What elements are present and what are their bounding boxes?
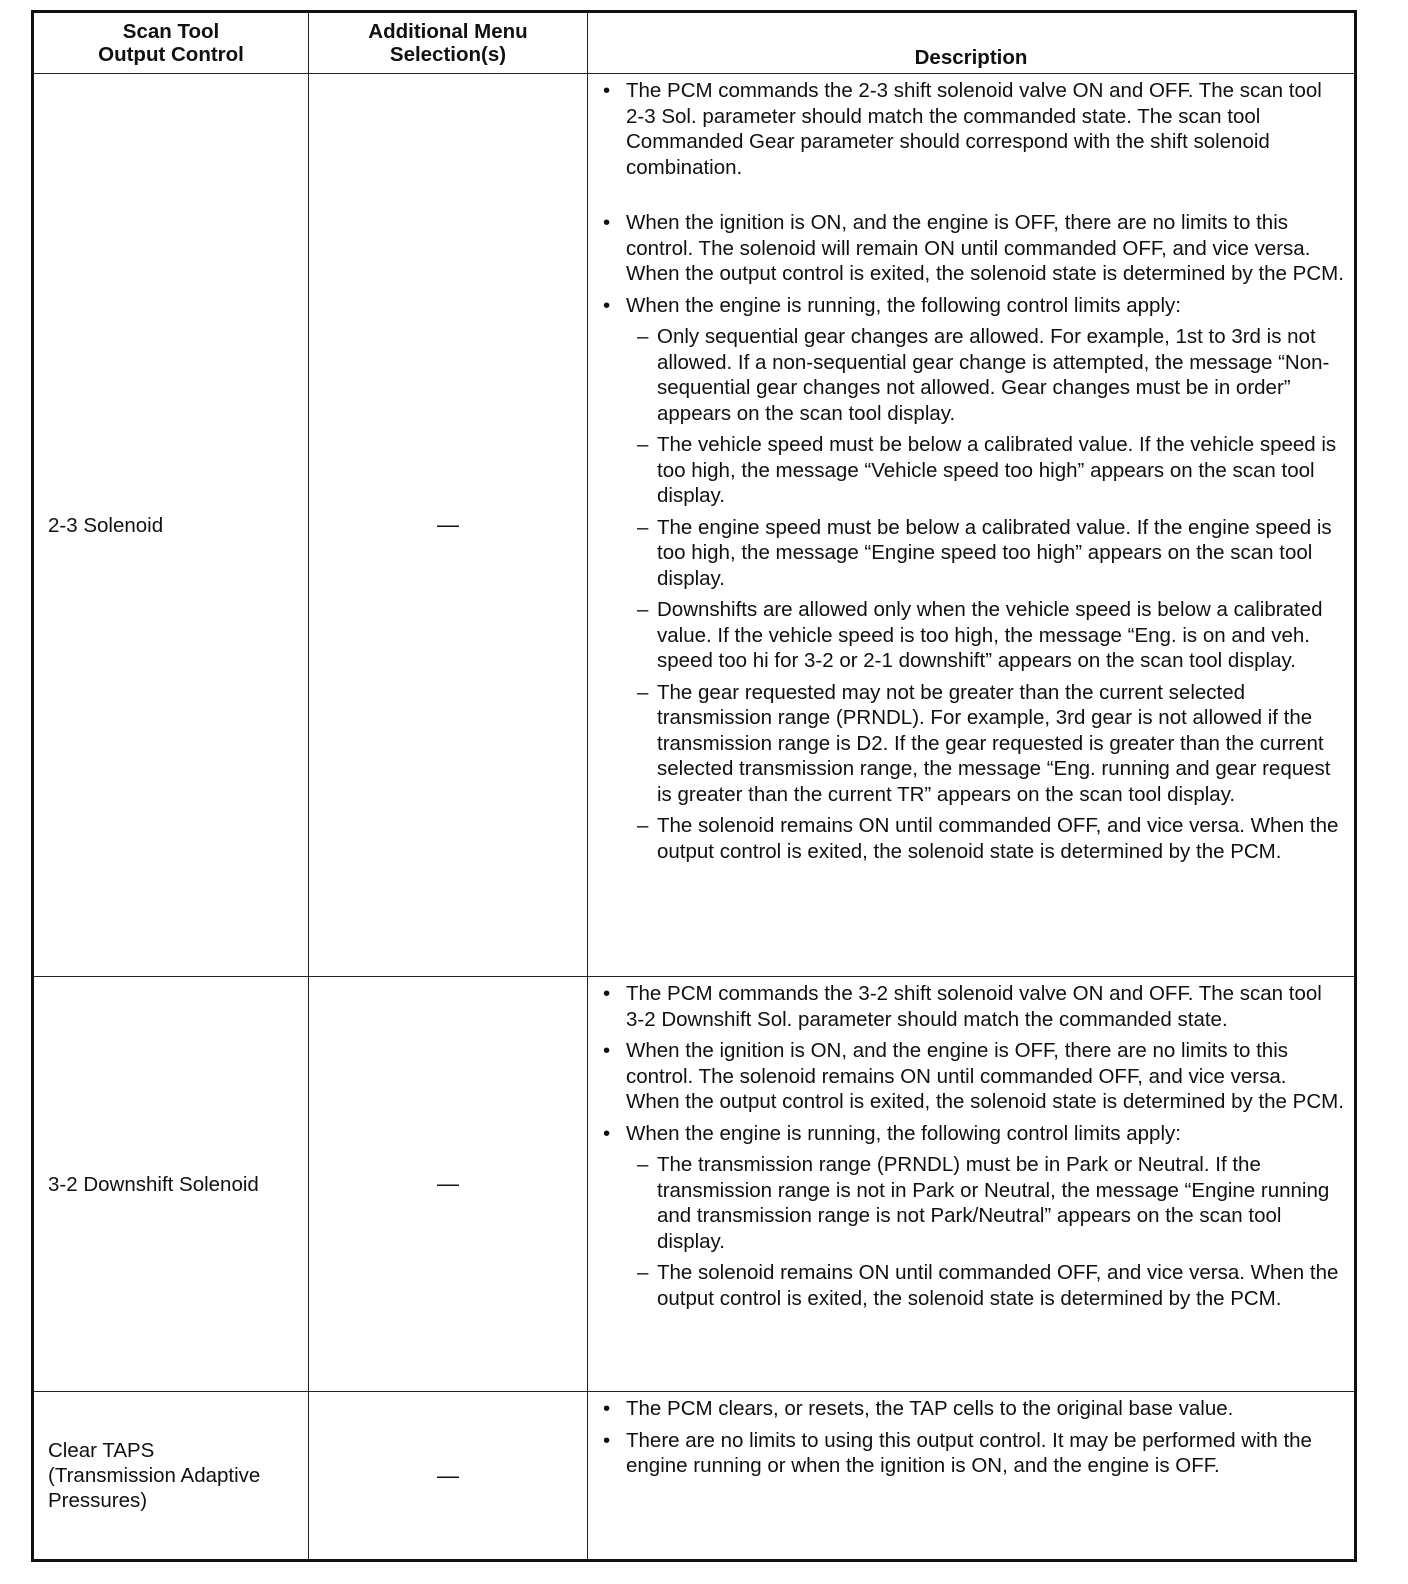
bullet-item: • The PCM commands the 2-3 shift solenoid valve ON and OFF. The scan tool 2-3 Sol. parameter should match the commanded state. The scan tool Commanded Gear parameter should correspond with the shift solenoid combination.	[626, 78, 1344, 180]
table-row-3-2-downshift-control	[34, 977, 309, 1392]
header-description	[588, 13, 1354, 74]
header-output-control	[34, 13, 309, 74]
control-name: 2-3 Solenoid	[48, 513, 164, 537]
dash-item: – The transmission range (PRNDL) must be in Park or Neutral. If the transmission range is not in Park or Neutral, the message “Engine running and transmission range is not Park/Neutral” appears on the scan tool display.	[657, 1152, 1344, 1254]
dash-item: – The solenoid remains ON until commanded OFF, and vice versa. When the output control is exited, the solenoid state is determined by the PCM.	[657, 1260, 1344, 1311]
table-row-2-3-solenoid-selection	[309, 74, 588, 977]
bullet-item: • When the engine is running, the following control limits apply:	[626, 1121, 1344, 1147]
selection-value: —	[437, 1171, 459, 1196]
bullet-item: • The PCM commands the 3-2 shift solenoid valve ON and OFF. The scan tool 3-2 Downshift Sol. parameter should match the commanded state.	[626, 981, 1344, 1032]
selection-value: —	[437, 1462, 459, 1488]
table-row-2-3-solenoid-control	[34, 74, 309, 977]
bullet-item: • When the engine is running, the following control limits apply:	[626, 293, 1344, 319]
dash-item: – Only sequential gear changes are allowed. For example, 1st to 3rd is not allowed. If a non-sequential gear change is attempted, the message “Non-sequential gear changes not allowed. Gear changes must be in order” appears on the scan tool display.	[657, 324, 1344, 426]
dash-item: – The solenoid remains ON until commanded OFF, and vice versa. When the output control is exited, the solenoid state is determined by the PCM.	[657, 813, 1344, 864]
table-row-clear-taps-control	[34, 1392, 309, 1559]
bullet-item: • When the ignition is ON, and the engine is OFF, there are no limits to this control. The solenoid will remain ON until commanded OFF, and vice versa. When the output control is exited, the solenoid state is determined by the PCM.	[626, 210, 1344, 287]
table-row-3-2-downshift-selection	[309, 977, 588, 1392]
table-row-3-2-downshift-description	[588, 977, 1354, 1392]
dash-item: – The gear requested may not be greater than the current selected transmission range (PRNDL). For example, 3rd gear is not allowed if the transmission range is D2. If the gear requested is greater than the current selected transmission range, the message “Eng. running and gear request is greater than the current TR” appears on the scan tool display.	[657, 680, 1344, 808]
control-name: 3-2 Downshift Solenoid	[48, 1172, 259, 1196]
bullet-item: • The PCM clears, or resets, the TAP cells to the original base value.	[626, 1396, 1344, 1422]
bullet-item: • There are no limits to using this output control. It may be performed with the engine running or when the ignition is ON, and the engine is OFF.	[626, 1428, 1344, 1479]
header-menu-selection-label: Additional Menu Selection(s)	[368, 20, 528, 66]
table-row-clear-taps-selection	[309, 1392, 588, 1559]
table-row-2-3-solenoid-description	[588, 74, 1354, 977]
table-row-clear-taps-description	[588, 1392, 1354, 1559]
dash-item: – Downshifts are allowed only when the vehicle speed is below a calibrated value. If the vehicle speed is too high, the message “Eng. is on and veh. speed too hi for 3-2 or 2-1 downshift” appears on the scan tool display.	[657, 597, 1344, 674]
header-menu-selection	[309, 13, 588, 74]
control-name: Clear TAPS (Transmission Adaptive Pressures)	[48, 1439, 261, 1512]
selection-value: —	[437, 512, 459, 537]
header-output-control-label: Scan Tool Output Control	[98, 20, 244, 66]
dash-item: – The engine speed must be below a calibrated value. If the engine speed is too high, the message “Engine speed too high” appears on the scan tool display.	[657, 515, 1344, 592]
bullet-item: • When the ignition is ON, and the engine is OFF, there are no limits to this control. The solenoid remains ON until commanded OFF, and vice versa. When the output control is exited, the solenoid state is determined by the PCM.	[626, 1038, 1344, 1115]
header-description-label: Description	[914, 46, 1028, 69]
output-control-table	[31, 10, 1357, 1562]
dash-item: – The vehicle speed must be below a calibrated value. If the vehicle speed is too high, the message “Vehicle speed too high” appears on the scan tool display.	[657, 432, 1344, 509]
